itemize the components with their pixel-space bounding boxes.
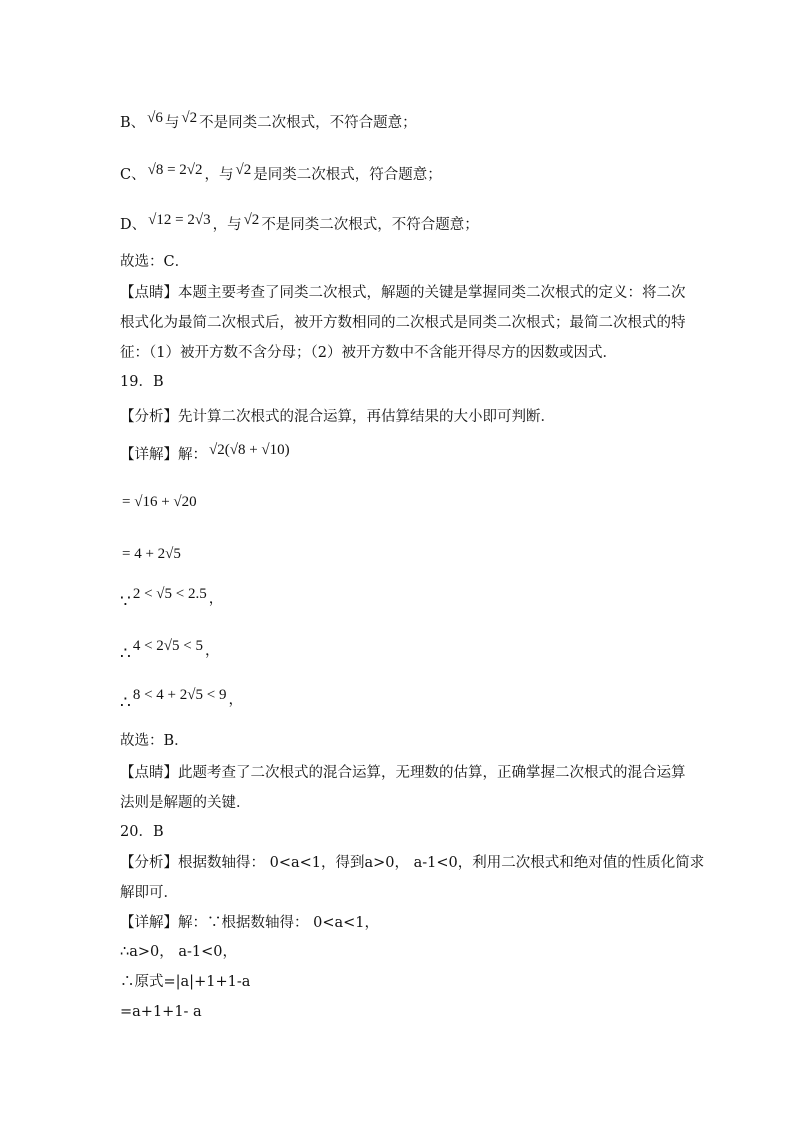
- option-c-text-2: 是同类二次根式，符合题意；: [253, 167, 442, 183]
- option-c-text-1: ，与: [204, 167, 234, 183]
- question-20-detail: 【详解】解：∵根据数轴得： 0<a<1，: [120, 915, 380, 931]
- question-19-step-5-end: ，: [228, 692, 243, 708]
- question-20-step-2: ∴原式=|a|+1+1-a: [120, 974, 251, 990]
- remark-2-line-1: 【点睛】此题考查了二次根式的混合运算，无理数的估算，正确掌握二次根式的混合运算: [120, 765, 686, 781]
- option-b-math-1: √6: [147, 110, 163, 126]
- option-c-line: [120, 160, 442, 185]
- option-c-math-2: √2: [235, 162, 252, 178]
- question-20-step-3: =a+1+1- a: [120, 1004, 202, 1020]
- option-b-text-2: 不是同类二次根式，不符合题意；: [199, 115, 417, 131]
- therefore-symbol: ∴: [120, 644, 131, 664]
- remark-2-line-2: 法则是解题的关键．: [120, 795, 251, 811]
- question-19-step-3-end: ，: [208, 591, 224, 607]
- question-19-step-5-math: 8 < 4 + 2√5 < 9: [132, 687, 227, 703]
- remark-1-line-3: 征：（1）被开方数不含分母；（2）被开方数中不含能开得尽方的因数或因式．: [120, 345, 617, 361]
- option-c-math-1: √8 = 2√2: [147, 162, 203, 178]
- question-19-step-2-math: = 4 + 2√5: [122, 546, 181, 562]
- question-19-detail-math: √2(√8 + √10): [209, 442, 290, 458]
- choose-b-line: 故选：B．: [120, 733, 189, 749]
- question-20-heading: 20．B: [120, 824, 164, 840]
- question-19-step-4: [120, 636, 219, 664]
- question-19-analysis: 【分析】先计算二次根式的混合运算，再估算结果的大小即可判断．: [120, 409, 555, 425]
- question-19-step-1: [120, 492, 199, 512]
- option-b-text-1: 与: [164, 115, 180, 131]
- question-19-detail-prefix: 【详解】解：: [120, 447, 207, 463]
- question-20-analysis-line-1: 【分析】根据数轴得： 0<a<1，得到a>0， a-1<0，利用二次根式和绝对值的性质化简求: [120, 855, 705, 871]
- therefore-symbol: ∴: [120, 693, 131, 713]
- option-d-math-1: √12 = 2√3: [148, 212, 211, 228]
- option-c-prefix: C、: [120, 167, 146, 183]
- option-d-math-2: √2: [243, 212, 260, 228]
- option-b-line: [120, 108, 417, 133]
- question-20-analysis-line-2: 解即可．: [120, 885, 178, 901]
- option-b-math-2: √2: [181, 110, 198, 126]
- option-d-text-1: ，与: [212, 217, 242, 233]
- option-b-prefix: B、: [120, 115, 146, 131]
- remark-1-line-2: 根式化为最简二次根式后，被开方数相同的二次根式是同类二次根式；最简二次根式的特: [120, 315, 686, 331]
- option-d-line: [120, 210, 479, 235]
- question-19-step-3-math: 2 < √5 < 2.5: [132, 586, 207, 602]
- question-19-step-1-math: = √16 + √20: [122, 494, 197, 510]
- question-19-step-5: [120, 685, 243, 713]
- option-d-text-2: 不是同类二次根式，不符合题意；: [261, 217, 479, 233]
- option-d-prefix: D、: [120, 217, 147, 233]
- choose-c-line: 故选：C．: [120, 254, 190, 270]
- question-19-heading: 19．B: [120, 374, 164, 390]
- question-19-step-2: [120, 544, 183, 564]
- question-19-step-4-end: ，: [204, 643, 220, 659]
- question-20-step-1: ∴a>0， a-1<0，: [120, 944, 237, 960]
- because-symbol: ∵: [120, 592, 131, 612]
- question-19-detail-line: [120, 440, 292, 465]
- question-19-step-4-math: 4 < 2√5 < 5: [132, 638, 203, 654]
- remark-1-line-1: 【点睛】本题主要考查了同类二次根式，解题的关键是掌握同类二次根式的定义：将二次: [120, 285, 686, 301]
- question-19-step-3: [120, 584, 223, 612]
